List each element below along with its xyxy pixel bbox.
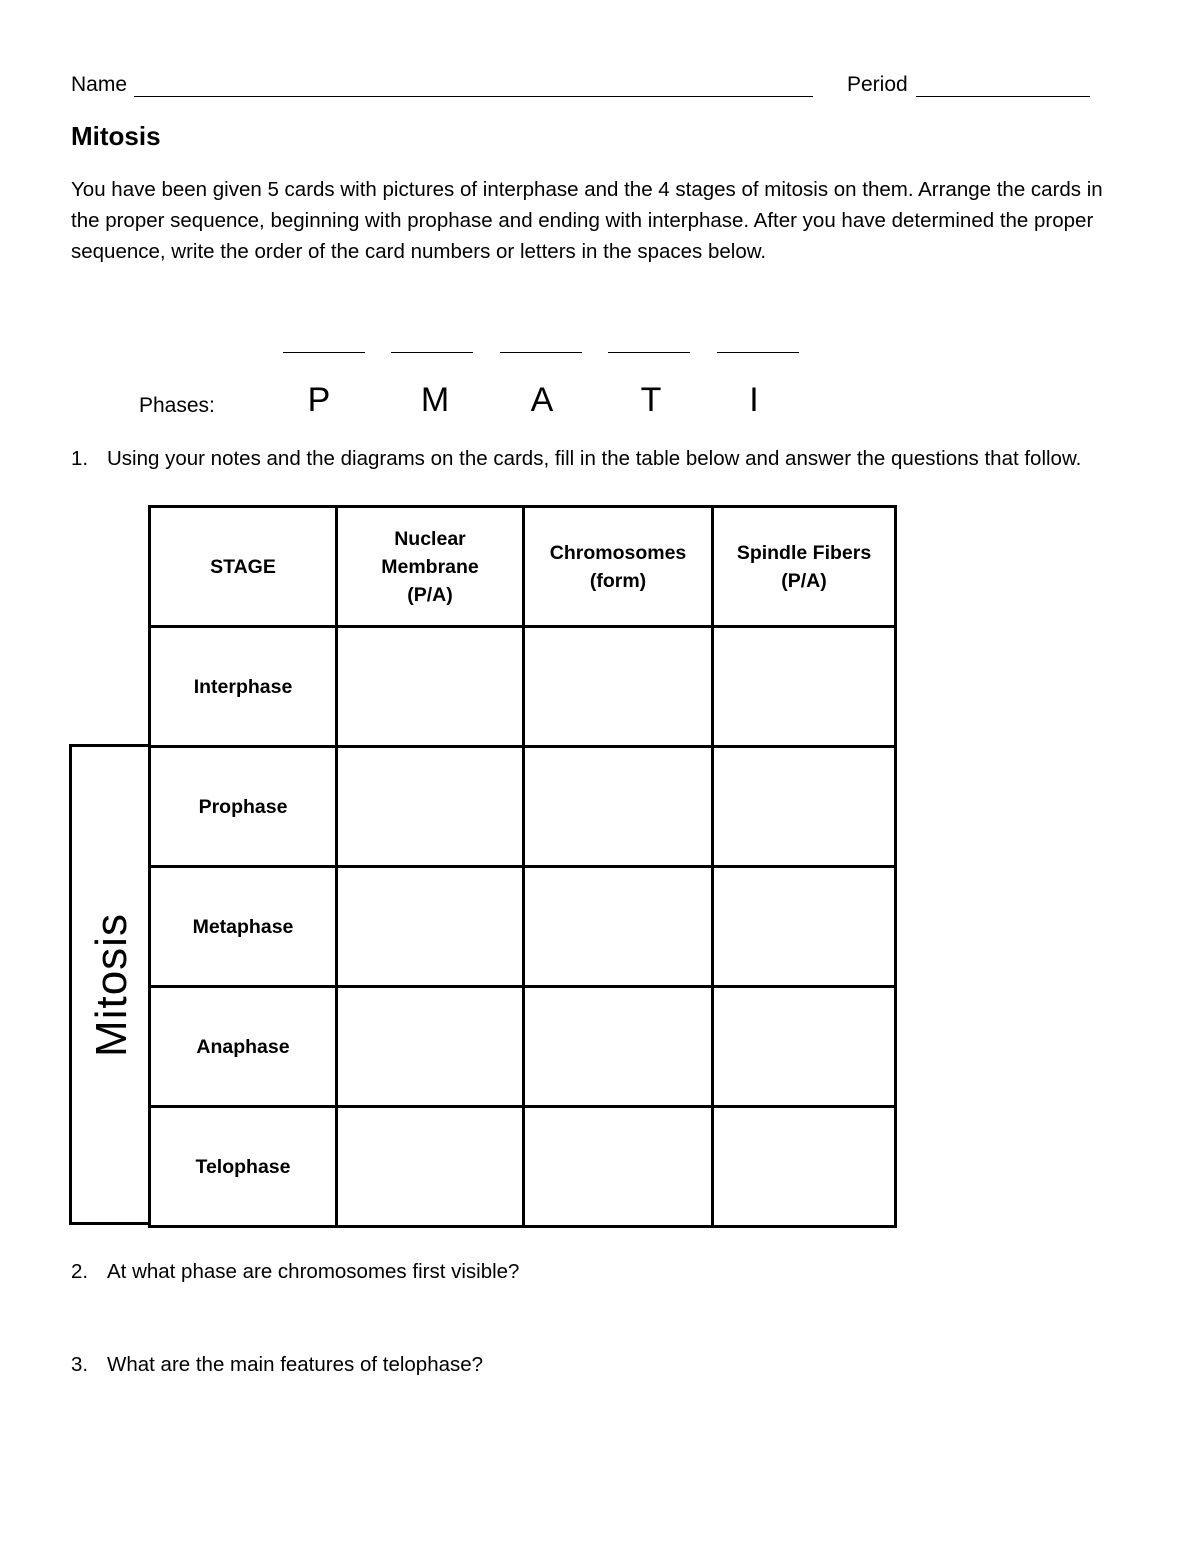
cell-input[interactable] — [713, 987, 896, 1107]
cell-input[interactable] — [524, 1107, 713, 1227]
cell-input[interactable] — [337, 867, 524, 987]
cell-input[interactable] — [524, 627, 713, 747]
question-1-number: 1. — [71, 447, 89, 470]
sequence-blank-5[interactable] — [717, 352, 799, 353]
cell-input[interactable] — [337, 747, 524, 867]
row-label-interphase: Interphase — [150, 627, 337, 747]
question-2 — [71, 1256, 519, 1287]
header-chromosomes — [524, 507, 713, 627]
phase-letter-m: M — [420, 381, 450, 419]
row-label-anaphase: Anaphase — [150, 987, 337, 1107]
table-row — [150, 867, 896, 987]
cell-input[interactable] — [524, 867, 713, 987]
sequence-blank-1[interactable] — [283, 352, 365, 353]
header-nuclear-membrane — [337, 507, 524, 627]
phase-letter-t: T — [640, 381, 662, 419]
header-chromosomes-text: Chromosomes (form) — [549, 541, 687, 592]
question-3-number: 3. — [71, 1353, 89, 1376]
row-label-telophase: Telophase — [150, 1107, 337, 1227]
cell-input[interactable] — [524, 987, 713, 1107]
cell-input[interactable] — [713, 1107, 896, 1227]
cell-input[interactable] — [337, 1107, 524, 1227]
name-label: Name — [71, 73, 128, 96]
table-header-row — [150, 507, 896, 627]
period-field[interactable] — [916, 96, 1090, 97]
phases-label: Phases: — [139, 394, 215, 417]
header-spindle-fibers — [713, 507, 896, 627]
sequence-blank-2[interactable] — [391, 352, 473, 353]
question-2-number: 2. — [71, 1260, 89, 1283]
question-3 — [71, 1349, 483, 1380]
header-spindle-fibers-text: Spindle Fibers (P/A) — [736, 541, 872, 592]
row-label-prophase: Prophase — [150, 747, 337, 867]
table-row — [150, 747, 896, 867]
phase-letter-p: P — [307, 381, 331, 419]
cell-input[interactable] — [524, 747, 713, 867]
sequence-blank-4[interactable] — [608, 352, 690, 353]
table-row — [150, 1107, 896, 1227]
question-1-text: Using your notes and the diagrams on the cards, fill in the table below and answer the questions that follow. — [107, 447, 1082, 470]
cell-input[interactable] — [713, 867, 896, 987]
question-1 — [71, 443, 1091, 474]
table-row — [150, 627, 896, 747]
sequence-blank-3[interactable] — [500, 352, 582, 353]
phase-letter-i: I — [749, 381, 759, 419]
mitosis-side-label-box — [69, 744, 151, 1225]
instructions-text: You have been given 5 cards with pictures of interphase and the 4 stages of mitosis on them. Arrange the cards in the proper sequence, beginning with prophase and ending with interphase. After you have determined the proper sequence, write the order of the card numbers or letters in the spaces below. — [71, 178, 1103, 263]
phase-letter-a: A — [530, 381, 554, 419]
cell-input[interactable] — [713, 627, 896, 747]
cell-input[interactable] — [337, 987, 524, 1107]
cell-input[interactable] — [713, 747, 896, 867]
name-field[interactable] — [134, 96, 813, 97]
header-nuclear-membrane-text: Nuclear Membrane (P/A) — [381, 527, 479, 606]
row-label-metaphase: Metaphase — [150, 867, 337, 987]
page-title: Mitosis — [71, 121, 161, 151]
header-stage: STAGE — [150, 507, 337, 627]
question-2-text: At what phase are chromosomes first visible? — [107, 1260, 520, 1283]
question-3-text: What are the main features of telophase? — [107, 1353, 484, 1376]
period-label: Period — [847, 73, 908, 96]
cell-input[interactable] — [337, 627, 524, 747]
mitosis-table — [148, 505, 897, 1228]
table-row — [150, 987, 896, 1107]
mitosis-side-label: Mitosis — [86, 912, 136, 1057]
